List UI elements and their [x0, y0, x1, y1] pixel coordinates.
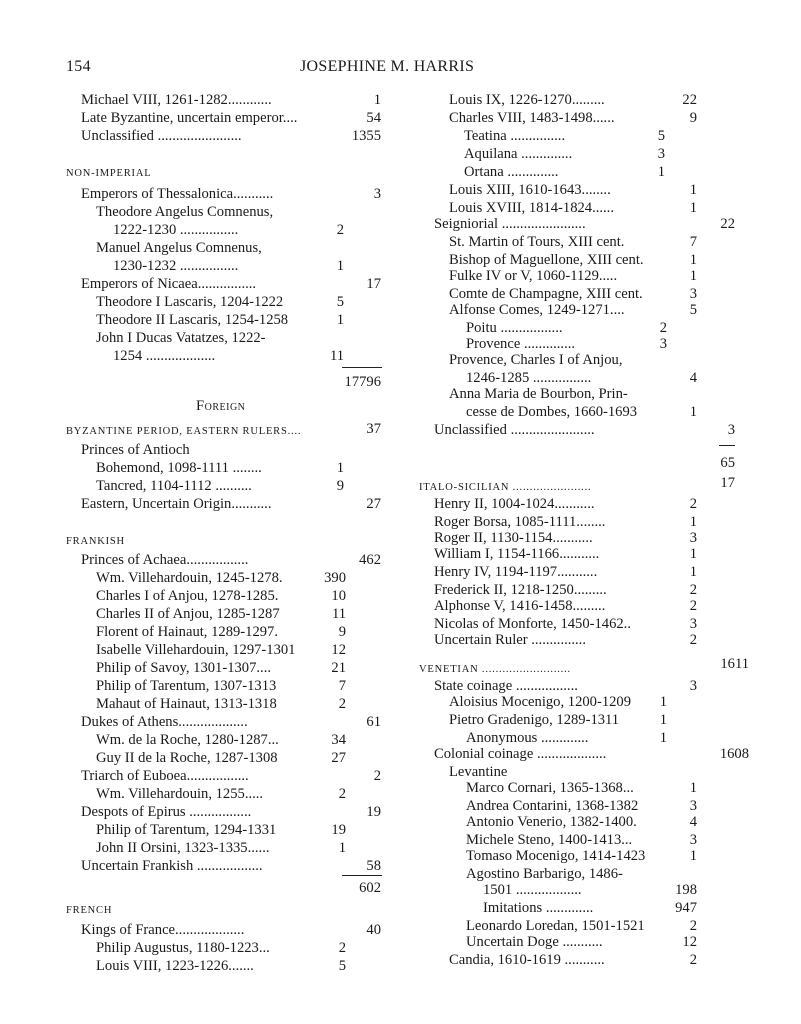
entry-label: Imitations ............. [483, 900, 594, 916]
entry-label: Fulke IV or V, 1060-1129..... [449, 268, 618, 284]
subtotal: 17796 [344, 374, 381, 390]
subtotal: 602 [359, 880, 381, 896]
entry-label: Philip Augustus, 1180-1223... [96, 940, 270, 956]
entry-label: Seigniorial ....................... [434, 216, 586, 232]
entry-label: Antonio Venerio, 1382-1400. [466, 814, 637, 830]
entry-label: Mahaut of Hainaut, 1313-1318 [96, 696, 277, 712]
entry-label: Anna Maria de Bourbon, Prin- [449, 386, 628, 402]
entry-label: Teatina ............... [464, 128, 566, 144]
entry-count: 1 [689, 200, 697, 216]
entry-label: Tomaso Mocenigo, 1414-1423 [466, 848, 646, 864]
entry-label: Poitu ................. [466, 320, 563, 336]
entry-label: 1501 .................. [483, 882, 582, 898]
entry-count: 3 [659, 336, 667, 352]
entry-count: 1 [689, 848, 697, 864]
entry-label: State coinage ................. [434, 678, 578, 694]
entry-count: 1 [689, 182, 697, 198]
entry-label: Philip of Tarentum, 1294-1331 [96, 822, 277, 838]
entry-count: 5 [689, 302, 697, 318]
entry-label: John I Ducas Vatatzes, 1222- [96, 330, 266, 346]
entry-label: Wm. de la Roche, 1280-1287... [96, 732, 279, 748]
entry-count: 3 [373, 186, 381, 202]
entry-label: Michael VIII, 1261-1282............ [81, 92, 272, 108]
entry-count: 5 [336, 294, 344, 310]
entry-label: Marco Cornari, 1365-1368... [466, 780, 634, 796]
entry-label: Dukes of Athens................... [81, 714, 248, 730]
entry-label: Anonymous ............. [466, 730, 589, 746]
entry-count: 2 [689, 952, 697, 968]
foreign-heading: Foreign [196, 398, 246, 414]
entry-count: 9 [336, 478, 344, 494]
entry-count: 2 [373, 768, 381, 784]
entry-count: 19 [366, 804, 381, 820]
section-count: 37 [366, 421, 381, 437]
entry-count: 2 [689, 582, 697, 598]
entry-label: cesse de Dombes, 1660-1693 [466, 404, 638, 420]
entry-label: Pietro Gradenigo, 1289-1311 [449, 712, 620, 728]
entry-label: Wm. Villehardouin, 1245-1278. [96, 570, 283, 586]
entry-label: Alfonse Comes, 1249-1271.... [449, 302, 625, 318]
entry-label: Colonial coinage ................... [434, 746, 607, 762]
entry-count: 40 [366, 922, 381, 938]
entry-count: 11 [329, 348, 344, 364]
entry-count: 3 [689, 286, 697, 302]
entry-count: 9 [338, 624, 346, 640]
entry-label: Louis XVIII, 1814-1824...... [449, 200, 614, 216]
entry-count: 4 [689, 814, 697, 830]
entry-label: Leonardo Loredan, 1501-1521 [466, 918, 645, 934]
entry-count: 1 [659, 694, 667, 710]
entry-count: 17 [366, 276, 381, 292]
entry-count: 198 [675, 882, 697, 898]
entry-label: Agostino Barbarigo, 1486- [466, 866, 623, 882]
entry-label: Charles I of Anjou, 1278-1285. [96, 588, 279, 604]
entry-label: 1246-1285 ................ [466, 370, 592, 386]
entry-count: 462 [359, 552, 381, 568]
entry-count: 2 [689, 918, 697, 934]
entry-label: Isabelle Villehardouin, 1297-1301 [96, 642, 296, 658]
entry-count: 1 [657, 164, 665, 180]
total-rule [342, 367, 382, 368]
section-heading: NON-IMPERIAL [66, 168, 152, 179]
entry-count: 10 [331, 588, 346, 604]
section-count: 17 [720, 475, 735, 491]
entry-label: Andrea Contarini, 1368-1382 [466, 798, 639, 814]
entry-label: Bohemond, 1098-1111 ........ [96, 460, 262, 476]
entry-count: 1 [689, 268, 697, 284]
entry-label: Aloisius Mocenigo, 1200-1209 [449, 694, 632, 710]
entry-label: Alphonse V, 1416-1458......... [434, 598, 606, 614]
total-rule [342, 875, 382, 876]
entry-label: Candia, 1610-1619 ........... [449, 952, 605, 968]
entry-count: 3 [727, 422, 735, 438]
entry-label: St. Martin of Tours, XIII cent. [449, 234, 625, 250]
entry-label: Frederick II, 1218-1250......... [434, 582, 607, 598]
entry-count: 3 [689, 678, 697, 694]
section-count: 1611 [720, 656, 749, 672]
entry-count: 1 [659, 712, 667, 728]
entry-label: Emperors of Nicaea................ [81, 276, 257, 292]
entry-count: 1 [659, 730, 667, 746]
entry-label: Kings of France................... [81, 922, 245, 938]
entry-count: 1355 [351, 128, 381, 144]
entry-label: 1222-1230 ................ [113, 222, 239, 238]
entry-label: Ortana .............. [464, 164, 559, 180]
entry-count: 390 [324, 570, 346, 586]
entry-count: 1 [338, 840, 346, 856]
entry-label: Provence, Charles I of Anjou, [449, 352, 623, 368]
entry-count: 2 [659, 320, 667, 336]
entry-count: 2 [336, 222, 344, 238]
entry-label: Nicolas of Monforte, 1450-1462.. [434, 616, 631, 632]
section-heading: BYZANTINE PERIOD, EASTERN RULERS.... [66, 426, 302, 437]
entry-label: Louis VIII, 1223-1226....... [96, 958, 254, 974]
entry-count: 54 [366, 110, 381, 126]
entry-count: 947 [675, 900, 697, 916]
entry-count: 2 [338, 696, 346, 712]
entry-count: 12 [331, 642, 346, 658]
entry-count: 3 [689, 832, 697, 848]
entry-label: Uncertain Doge ........... [466, 934, 603, 950]
entry-count: 34 [331, 732, 346, 748]
entry-count: 3 [689, 530, 697, 546]
entry-label: John II Orsini, 1323-1335...... [96, 840, 270, 856]
entry-count: 5 [338, 958, 346, 974]
entry-count: 3 [689, 616, 697, 632]
entry-label: Uncertain Ruler ............... [434, 632, 586, 648]
entry-label: Manuel Angelus Comnenus, [96, 240, 262, 256]
entry-label: 1230-1232 ................ [113, 258, 239, 274]
entry-label: Princes of Achaea................. [81, 552, 249, 568]
entry-count: 2 [689, 598, 697, 614]
entry-label: Theodore II Lascaris, 1254-1258 [96, 312, 289, 328]
entry-count: 1608 [719, 746, 749, 762]
subtotal: 65 [720, 455, 735, 471]
entry-label: Guy II de la Roche, 1287-1308 [96, 750, 278, 766]
entry-label: Charles II of Anjou, 1285-1287 [96, 606, 280, 622]
entry-count: 1 [336, 312, 344, 328]
entry-count: 1 [336, 258, 344, 274]
entry-label: Comte de Champagne, XIII cent. [449, 286, 643, 302]
entry-label: Florent of Hainaut, 1289-1297. [96, 624, 278, 640]
entry-label: Henry IV, 1194-1197........... [434, 564, 598, 580]
entry-label: Louis IX, 1226-1270......... [449, 92, 605, 108]
entry-label: Roger Borsa, 1085-1111........ [434, 514, 606, 530]
entry-count: 58 [366, 858, 381, 874]
entry-count: 19 [331, 822, 346, 838]
entry-count: 22 [682, 92, 697, 108]
entry-label: Theodore I Lascaris, 1204-1222 [96, 294, 284, 310]
entry-count: 3 [689, 798, 697, 814]
entry-count: 12 [682, 934, 697, 950]
entry-label: Charles VIII, 1483-1498...... [449, 110, 615, 126]
entry-count: 2 [338, 940, 346, 956]
entry-count: 1 [689, 404, 697, 420]
entry-count: 1 [689, 564, 697, 580]
section-heading: VENETIAN .......................... [419, 664, 571, 675]
entry-label: Theodore Angelus Comnenus, [96, 204, 274, 220]
entry-count: 1 [689, 780, 697, 796]
total-rule [719, 445, 735, 446]
entry-label: Levantine [449, 764, 508, 780]
entry-label: Late Byzantine, uncertain emperor.... [81, 110, 298, 126]
entry-label: Princes of Antioch [81, 442, 190, 458]
entry-count: 9 [689, 110, 697, 126]
entry-count: 1 [689, 252, 697, 268]
entry-count: 4 [689, 370, 697, 386]
entry-count: 3 [657, 146, 665, 162]
entry-count: 1 [336, 460, 344, 476]
entry-label: William I, 1154-1166........... [434, 546, 600, 562]
entry-count: 61 [366, 714, 381, 730]
running-head-author: JOSEPHINE M. HARRIS [300, 58, 475, 75]
entry-label: Tancred, 1104-1112 .......... [96, 478, 252, 494]
entry-label: Michele Steno, 1400-1413... [466, 832, 633, 848]
entry-label: Henry II, 1004-1024........... [434, 496, 595, 512]
entry-label: Provence .............. [466, 336, 576, 352]
entry-label: Uncertain Frankish .................. [81, 858, 263, 874]
entry-label: Eastern, Uncertain Origin........... [81, 496, 272, 512]
entry-count: 27 [366, 496, 381, 512]
section-heading: ITALO-SICILIAN ....................... [419, 482, 592, 493]
entry-count: 1 [689, 546, 697, 562]
entry-label: Aquilana .............. [464, 146, 573, 162]
entry-count: 11 [331, 606, 346, 622]
section-heading: FRENCH [66, 905, 113, 916]
entry-label: Philip of Savoy, 1301-1307.... [96, 660, 271, 676]
entry-label: Wm. Villehardouin, 1255..... [96, 786, 264, 802]
entry-label: Unclassified ....................... [434, 422, 595, 438]
entry-count: 7 [338, 678, 346, 694]
entry-label: Unclassified ....................... [81, 128, 242, 144]
entry-count: 27 [331, 750, 346, 766]
page-number: 154 [66, 58, 91, 75]
entry-label: Bishop of Maguellone, XIII cent. [449, 252, 644, 268]
section-heading: FRANKISH [66, 536, 125, 547]
entry-count: 2 [338, 786, 346, 802]
entry-label: Triarch of Euboea................. [81, 768, 249, 784]
entry-count: 21 [331, 660, 346, 676]
entry-label: Philip of Tarentum, 1307-1313 [96, 678, 277, 694]
entry-count: 5 [657, 128, 665, 144]
entry-count: 1 [689, 514, 697, 530]
entry-label: Emperors of Thessalonica........... [81, 186, 274, 202]
entry-label: Louis XIII, 1610-1643........ [449, 182, 611, 198]
entry-count: 7 [689, 234, 697, 250]
entry-count: 1 [373, 92, 381, 108]
entry-label: 1254 ................... [113, 348, 216, 364]
entry-count: 2 [689, 496, 697, 512]
entry-count: 2 [689, 632, 697, 648]
entry-label: Despots of Epirus ................. [81, 804, 252, 820]
entry-count: 22 [720, 216, 735, 232]
entry-label: Roger II, 1130-1154........... [434, 530, 593, 546]
